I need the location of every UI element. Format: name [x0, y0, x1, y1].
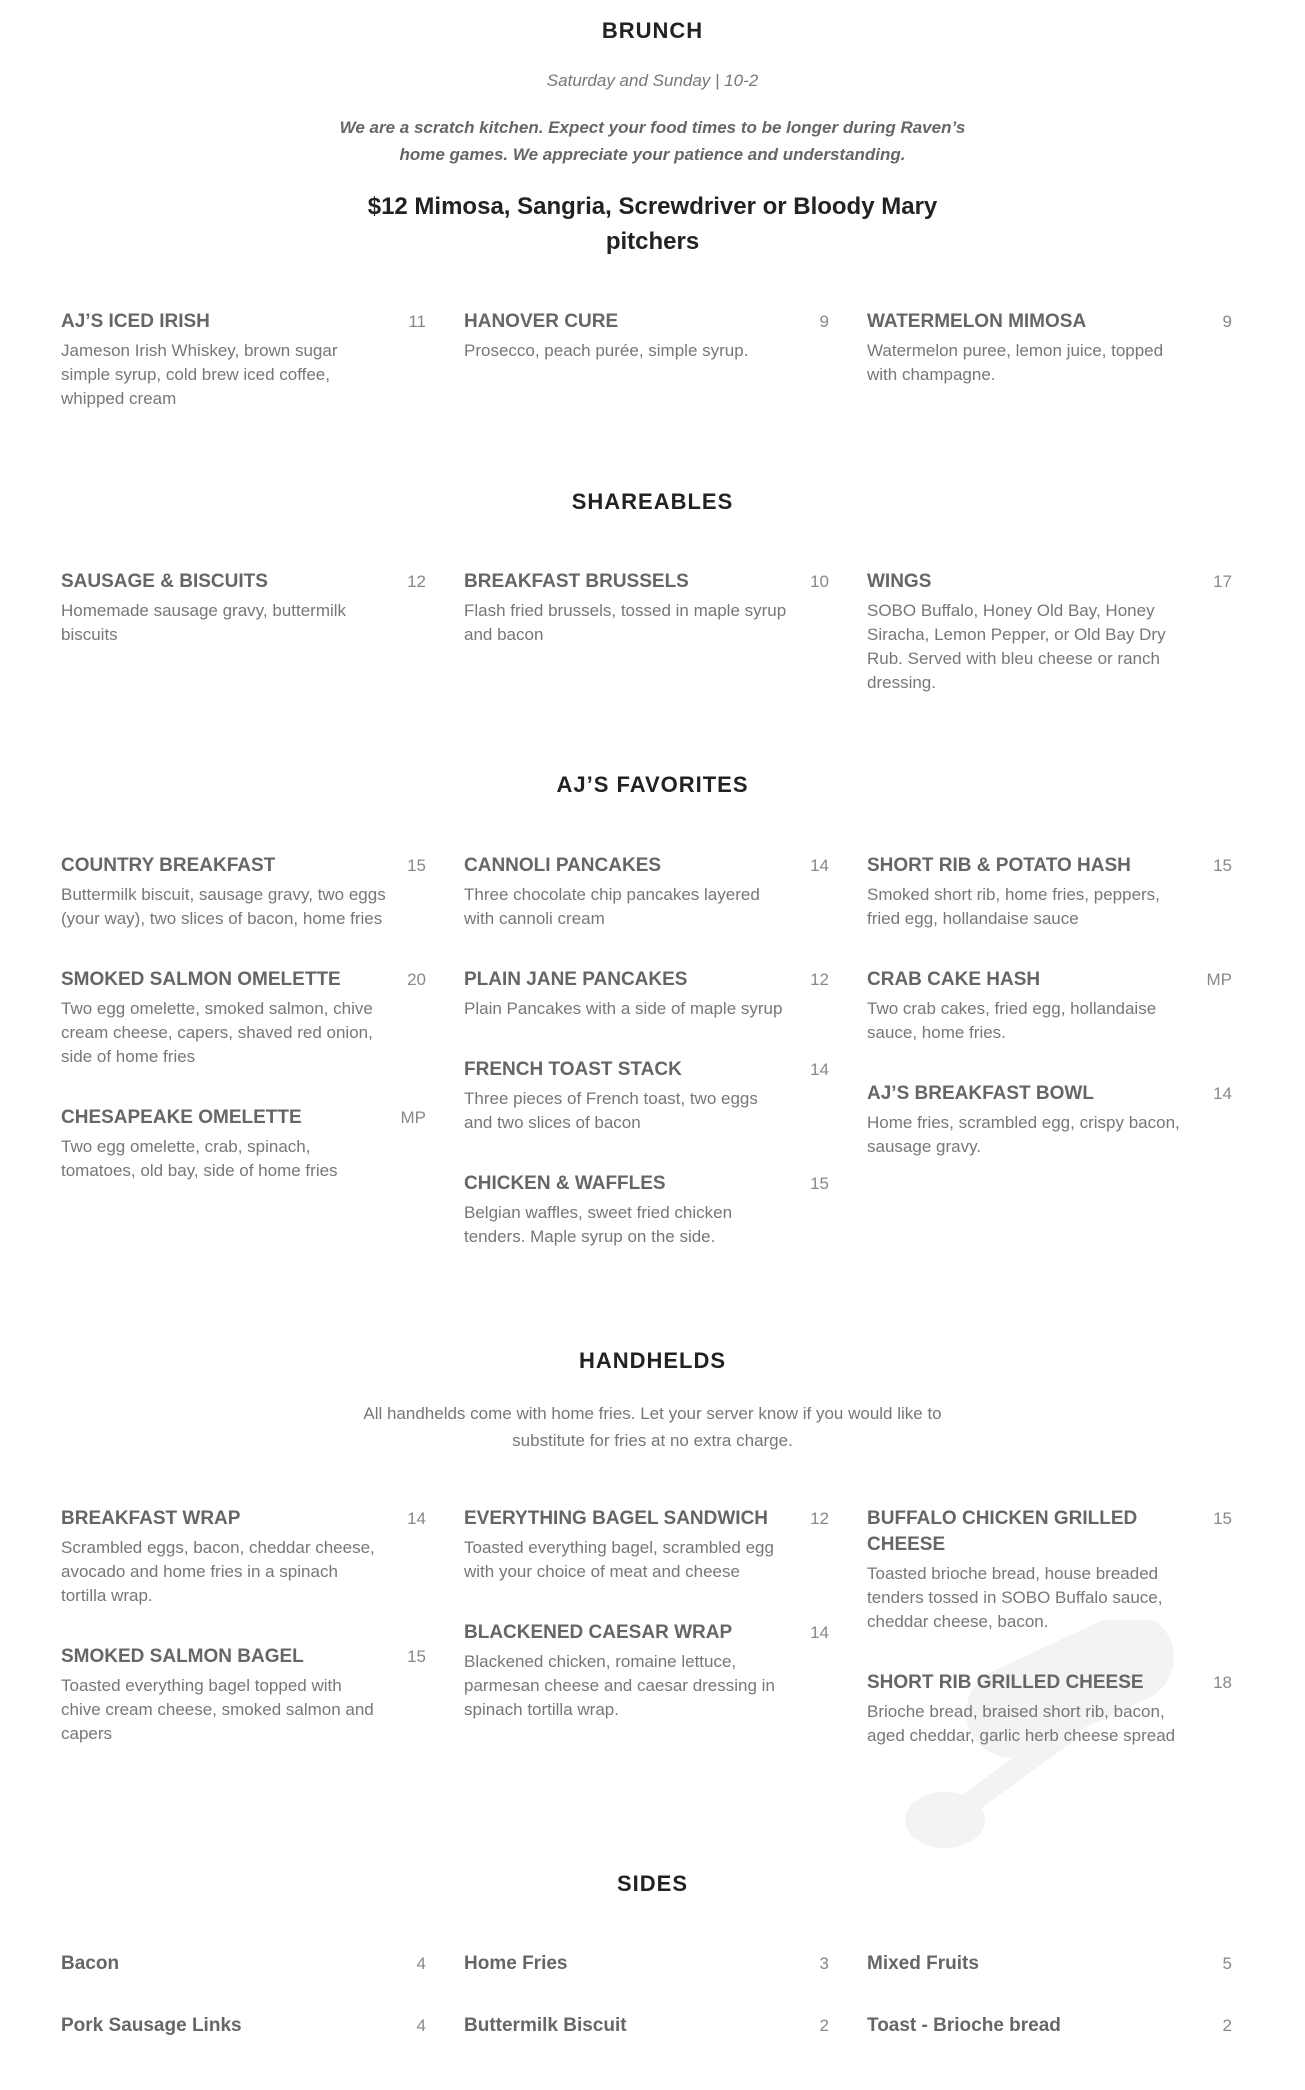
menu-item	[867, 2013, 1232, 2039]
item-price: 17	[1213, 572, 1232, 591]
menu-column	[867, 569, 1232, 731]
item-price: 15	[407, 856, 426, 875]
menu-column	[464, 1506, 829, 1784]
brunch-hours: Saturday and Sunday | 10-2	[546, 71, 759, 90]
item-name: BUFFALO CHICKEN GRILLED CHEESE	[867, 1508, 1138, 1555]
menu-item	[867, 1951, 1232, 1977]
menu-item	[464, 1620, 829, 1722]
item-description: Toasted everything bagel topped with chive cream cheese, smoked salmon and capers	[61, 1676, 374, 1743]
item-name: SMOKED SALMON OMELETTE	[61, 969, 341, 990]
item-description: Toasted everything bagel, scrambled egg with your choice of meat and cheese	[464, 1538, 774, 1581]
item-price: 20	[407, 970, 426, 989]
item-price: 15	[1213, 1509, 1232, 1528]
menu-column	[464, 853, 829, 1285]
menu-column	[464, 309, 829, 447]
menu-item	[61, 309, 426, 411]
item-price: 12	[810, 970, 829, 989]
item-price: 9	[819, 312, 829, 331]
item-name: BLACKENED CAESAR WRAP	[464, 1622, 733, 1643]
brunch-drinks-grid	[61, 309, 1233, 447]
handhelds-grid	[61, 1506, 1233, 1784]
menu-item	[464, 1506, 829, 1584]
shareables-grid	[61, 569, 1233, 731]
item-name: WATERMELON MIMOSA	[867, 311, 1087, 332]
item-description: Watermelon puree, lemon juice, topped with champagne.	[867, 341, 1164, 384]
item-price: 14	[407, 1509, 426, 1528]
item-name: SMOKED SALMON BAGEL	[61, 1646, 304, 1667]
item-description: Home fries, scrambled egg, crispy bacon, sausage gravy.	[867, 1113, 1180, 1156]
item-price: 5	[1222, 1954, 1232, 1973]
item-price: 14	[810, 1060, 829, 1079]
item-description: Two egg omelette, crab, spinach, tomatoes, old bay, side of home fries	[61, 1137, 338, 1180]
menu-item	[867, 1081, 1232, 1159]
item-description: SOBO Buffalo, Honey Old Bay, Honey Siracha, Lemon Pepper, or Old Bay Dry Rub. Served with bleu cheese or ranch dressing.	[867, 601, 1166, 692]
item-name: Mixed Fruits	[867, 1953, 979, 1974]
item-name: FRENCH TOAST STACK	[464, 1059, 682, 1080]
section-title-favorites: AJ’S FAVORITES	[556, 772, 749, 797]
item-description: Flash fried brussels, tossed in maple syrup and bacon	[464, 601, 787, 644]
menu-item	[61, 1506, 426, 1608]
favorites-grid	[61, 853, 1233, 1285]
section-title-sides: SIDES	[616, 1871, 689, 1896]
item-description: Plain Pancakes with a side of maple syrup	[464, 999, 783, 1018]
menu-column	[61, 569, 426, 731]
item-description: Three pieces of French toast, two eggs and two slices of bacon	[464, 1089, 758, 1132]
item-description: Jameson Irish Whiskey, brown sugar simple syrup, cold brew iced coffee, whipped cream	[61, 341, 338, 408]
item-price: 11	[408, 312, 426, 331]
menu-column	[61, 309, 426, 447]
menu-item	[867, 853, 1232, 931]
menu-item	[464, 1057, 829, 1135]
item-price: MP	[1206, 970, 1232, 989]
menu-item	[61, 1105, 426, 1183]
menu-item	[61, 853, 426, 931]
item-price: 12	[810, 1509, 829, 1528]
item-name: SHORT RIB & POTATO HASH	[867, 855, 1131, 876]
menu-item	[464, 569, 829, 647]
item-name: CHICKEN & WAFFLES	[464, 1173, 666, 1194]
menu-column	[61, 1506, 426, 1784]
brunch-note-line1: We are a scratch kitchen. Expect your food times to be longer during Raven’s	[339, 118, 966, 137]
item-price: 4	[416, 1954, 426, 1973]
handhelds-note-line2: substitute for fries at no extra charge.	[512, 1431, 793, 1450]
menu-column	[867, 309, 1232, 447]
item-price: 10	[810, 572, 829, 591]
menu-item	[61, 1951, 426, 1977]
item-name: EVERYTHING BAGEL SANDWICH	[464, 1508, 769, 1529]
handhelds-note-line1: All handhelds come with home fries. Let your server know if you would like to	[363, 1404, 942, 1423]
item-price: 15	[407, 1647, 426, 1666]
menu-item	[61, 2013, 426, 2039]
menu-column	[867, 1506, 1232, 1784]
item-description: Prosecco, peach purée, simple syrup.	[464, 341, 749, 360]
section-title-handhelds: HANDHELDS	[578, 1348, 727, 1373]
item-description: Scrambled eggs, bacon, cheddar cheese, avocado and home fries in a spinach tortilla wrap.	[61, 1538, 375, 1605]
menu-item	[61, 1644, 426, 1746]
item-description: Three chocolate chip pancakes layered with cannoli cream	[464, 885, 760, 928]
menu-item	[61, 569, 426, 647]
menu-column	[867, 853, 1232, 1285]
item-price: 12	[407, 572, 426, 591]
item-name: CHESAPEAKE OMELETTE	[61, 1107, 302, 1128]
menu-item	[464, 967, 829, 1021]
item-name: WINGS	[867, 571, 932, 592]
item-price: 2	[1222, 2016, 1232, 2035]
item-name: Toast - Brioche bread	[867, 2015, 1061, 2036]
section-title-shareables: SHAREABLES	[571, 489, 734, 514]
item-name: SAUSAGE & BISCUITS	[61, 571, 268, 592]
item-description: Blackened chicken, romaine lettuce, parmesan cheese and caesar dressing in spinach tortilla wrap.	[464, 1652, 775, 1719]
item-price: 4	[416, 2016, 426, 2035]
menu-column	[61, 853, 426, 1285]
item-price: MP	[400, 1108, 426, 1127]
menu-item	[867, 309, 1232, 387]
menu-item	[464, 2013, 829, 2039]
item-price: 14	[810, 1623, 829, 1642]
item-description: Homemade sausage gravy, buttermilk biscuits	[61, 601, 347, 644]
item-name: PLAIN JANE PANCAKES	[464, 969, 688, 990]
menu-item	[464, 309, 829, 363]
item-description: Toasted brioche bread, house breaded tenders tossed in SOBO Buffalo sauce, cheddar cheese, bacon.	[867, 1564, 1163, 1631]
item-name: COUNTRY BREAKFAST	[61, 855, 276, 876]
item-description: Two egg omelette, smoked salmon, chive cream cheese, capers, shaved red onion, side of home fries	[61, 999, 373, 1066]
item-name: BREAKFAST WRAP	[61, 1508, 241, 1529]
item-description: Brioche bread, braised short rib, bacon, aged cheddar, garlic herb cheese spread	[867, 1702, 1176, 1745]
item-description: Smoked short rib, home fries, peppers, fried egg, hollandaise sauce	[867, 885, 1160, 928]
menu-column	[61, 1951, 426, 2075]
menu-item	[867, 569, 1232, 695]
item-price: 9	[1222, 312, 1232, 331]
menu-column	[464, 1951, 829, 2075]
menu-item	[867, 967, 1232, 1045]
item-name: Bacon	[61, 1953, 120, 1974]
item-price: 15	[1213, 856, 1232, 875]
item-name: HANOVER CURE	[464, 311, 619, 332]
item-price: 18	[1213, 1673, 1232, 1692]
menu-item	[867, 1506, 1232, 1634]
item-name: SHORT RIB GRILLED CHEESE	[867, 1672, 1144, 1693]
item-name: Buttermilk Biscuit	[464, 2015, 627, 2036]
menu-column	[464, 569, 829, 731]
brunch-note-line2: home games. We appreciate your patience and understanding.	[399, 145, 906, 164]
section-title-brunch: BRUNCH	[601, 18, 704, 43]
menu-item	[61, 967, 426, 1069]
item-name: Home Fries	[464, 1953, 568, 1974]
item-description: Two crab cakes, fried egg, hollandaise sauce, home fries.	[867, 999, 1157, 1042]
item-price: 3	[819, 1954, 829, 1973]
sides-grid	[61, 1951, 1233, 2075]
menu-item	[464, 1951, 829, 1977]
item-name: CRAB CAKE HASH	[867, 969, 1041, 990]
menu-item	[464, 853, 829, 931]
pitchers-line2: pitchers	[605, 228, 700, 255]
item-name: AJ’S ICED IRISH	[61, 311, 210, 332]
item-description: Buttermilk biscuit, sausage gravy, two eggs (your way), two slices of bacon, home fries	[61, 885, 386, 928]
menu-item	[464, 1171, 829, 1249]
menu-item	[867, 1670, 1232, 1748]
pitchers-line1: $12 Mimosa, Sangria, Screwdriver or Bloody Mary	[367, 193, 938, 220]
item-price: 15	[810, 1174, 829, 1193]
menu-column	[867, 1951, 1232, 2075]
item-price: 14	[1213, 1084, 1232, 1103]
item-name: AJ’S BREAKFAST BOWL	[867, 1083, 1094, 1104]
item-name: BREAKFAST BRUSSELS	[464, 571, 689, 592]
item-name: CANNOLI PANCAKES	[464, 855, 662, 876]
item-name: Pork Sausage Links	[61, 2015, 242, 2036]
item-description: Belgian waffles, sweet fried chicken tenders. Maple syrup on the side.	[464, 1203, 733, 1246]
item-price: 2	[819, 2016, 829, 2035]
item-price: 14	[810, 856, 829, 875]
